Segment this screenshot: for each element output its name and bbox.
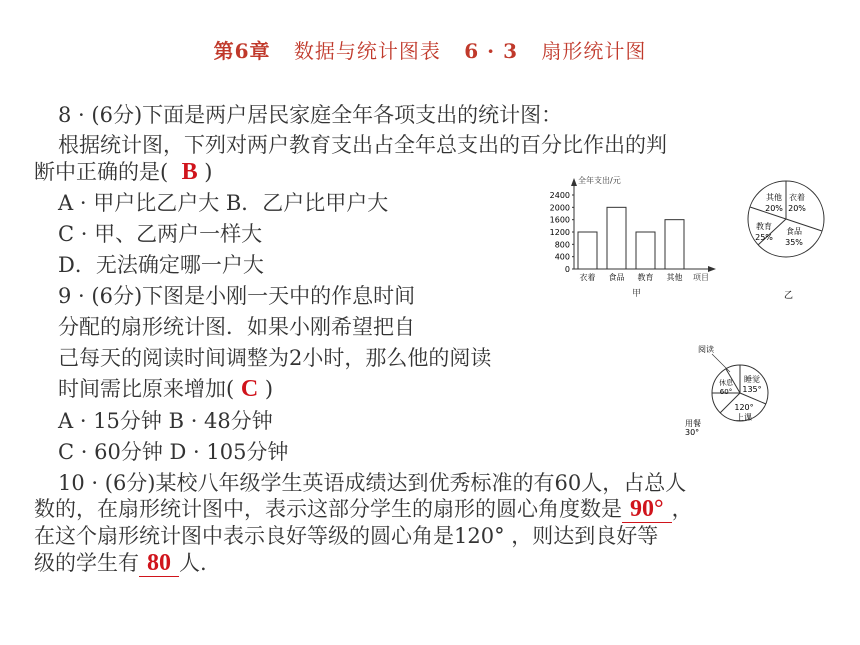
q9-options-a-b: A · 15分钟 B · 48分钟: [58, 409, 273, 433]
bar-chart-caption: 甲: [632, 289, 642, 299]
q9-line1: 9 · (6分)下图是小刚一天中的作息时间: [58, 284, 416, 308]
schedule-value-sleep: 135°: [742, 385, 762, 394]
q8-option-d: D．无法确定哪一户大: [58, 253, 264, 277]
schedule-value-rest: 60°: [719, 388, 733, 396]
y-axis-arrow: [571, 178, 577, 186]
bar: [607, 207, 626, 269]
pie-yi-caption: 乙: [784, 291, 794, 300]
q8-line2: 根据统计图，下列对两户教育支出占全年总支出的百分比作出的判: [58, 133, 667, 157]
y-tick-label: 0: [564, 265, 570, 274]
schedule-label-reading: 阅读: [698, 345, 714, 354]
pie-yi-label-education: 教育: [756, 222, 772, 231]
q9-options-c-d: C · 60分钟 D · 105分钟: [58, 440, 289, 464]
pie-chart-yi: [748, 181, 824, 300]
chapter-label: 第6章: [213, 39, 271, 63]
x-tick-label: 教育: [637, 273, 654, 282]
y-tick-label: 1200: [549, 228, 570, 237]
pie-yi-label-food: 食品: [786, 227, 802, 236]
y-tick-label: 1600: [549, 215, 570, 225]
q9-answer: C: [240, 376, 259, 402]
y-axis-title: 全年支出/元: [578, 176, 621, 185]
q9-line2: 分配的扇形统计图．如果小刚希望把自: [58, 315, 415, 339]
q10-line1: 10 · (6分)某校八年级学生英语成绩达到优秀标准的有60人，占总人: [58, 471, 687, 495]
y-tick-label: 2000: [549, 203, 570, 213]
pie-yi-value-clothing: 20%: [788, 204, 806, 213]
page-header: [0, 35, 860, 64]
q9-line3: 己每天的阅读时间调整为2小时，那么他的阅读: [58, 346, 492, 370]
q10-answer-count: 80: [139, 550, 179, 577]
q10-line4: 级的学生有 80 人.: [34, 550, 207, 576]
section-title: 扇形统计图: [541, 39, 647, 63]
x-axis-title: 项目: [693, 273, 709, 282]
y-tick-label: 2400: [549, 191, 570, 200]
pie-yi-label-other: 其他: [766, 193, 782, 202]
schedule-label-rest: 休息: [719, 379, 733, 387]
pie-yi-label-clothing: 衣着: [789, 193, 805, 202]
schedule-label-meal: 用餐: [685, 419, 701, 428]
schedule-value-class: 120°: [734, 403, 754, 412]
q8-option-c: C · 甲、乙两户一样大: [58, 222, 263, 246]
pie-yi-value-education: 25%: [755, 233, 773, 242]
x-axis-arrow: [708, 266, 716, 272]
bar: [665, 220, 684, 269]
x-tick-label: 其他: [666, 273, 683, 282]
bar-chart-jia: [550, 175, 716, 299]
expense-figure: [536, 172, 826, 300]
q10-line3: 在这个扇形统计图中表示良好等级的圆心角是120° ，则达到良好等: [34, 524, 659, 548]
reading-leader-line: [712, 354, 730, 372]
q9-line4: 时间需比原来增加( C ): [58, 376, 274, 402]
y-tick-label: 400: [554, 252, 570, 262]
q10-line2: 数的，在扇形统计图中，表示这部分学生的扇形的圆心角度数是 90° ，: [34, 496, 693, 522]
q10-answer-angle: 90°: [622, 496, 672, 523]
pie-yi-value-other: 20%: [765, 204, 783, 213]
schedule-value-meal: 30°: [685, 428, 700, 436]
x-tick-label: 衣着: [579, 273, 596, 282]
bar: [578, 232, 597, 269]
schedule-label-sleep: 睡觉: [744, 375, 760, 384]
q8-stem: 8 · (6分)下面是两户居民家庭全年各项支出的统计图：: [58, 103, 563, 127]
y-tick-label: 800: [554, 240, 570, 250]
chapter-title: 数据与统计图表: [293, 39, 441, 63]
schedule-pie-figure: [682, 340, 772, 436]
pie-yi-value-food: 35%: [785, 238, 803, 247]
x-tick-label: 食品: [608, 273, 625, 282]
schedule-label-class: 上课: [736, 413, 752, 422]
bar: [636, 232, 655, 269]
section-number: 6 · 3: [464, 39, 518, 63]
q8-answer: B: [181, 159, 198, 185]
q8-line3: 断中正确的是( B ): [34, 159, 213, 185]
q8-option-a-b: A · 甲户比乙户大 B．乙户比甲户大: [58, 191, 389, 215]
